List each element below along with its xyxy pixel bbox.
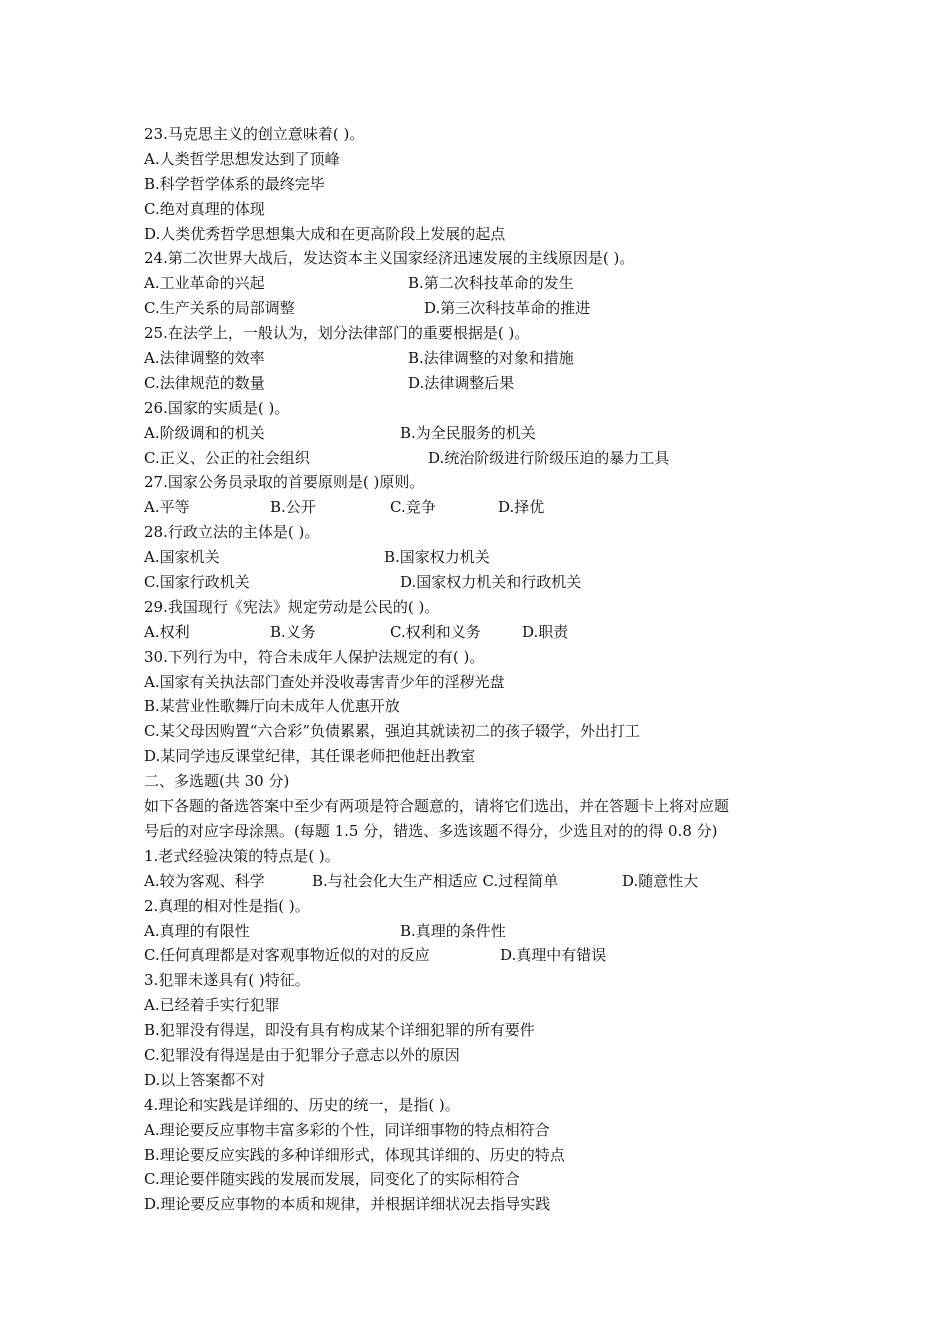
text-line [144, 495, 824, 520]
text-line [144, 371, 824, 396]
text-line [144, 1018, 824, 1043]
line-text: A.国家有关执法部门查处并没收毒害青少年的淫秽光盘 [144, 672, 505, 691]
option-text: A.工业革命的兴起 [144, 274, 265, 293]
option-text: C.竞争 [390, 498, 436, 517]
text-line [144, 645, 824, 670]
line-text: 如下各题的备选答案中至少有两项是符合题意的，请将它们选出，并在答题卡上将对应题 [144, 797, 730, 816]
option-text: C.正义、公正的社会组织 [144, 448, 310, 467]
text-line [144, 869, 824, 894]
line-text: 23.马克思主义的创立意味着( )。 [144, 125, 365, 143]
option-text: D.法律调整后果 [408, 373, 515, 392]
line-text: 3.犯罪未遂具有( )特征。 [144, 971, 310, 990]
line-text: A.人类哲学思想发达到了顶峰 [144, 149, 340, 168]
option-text: B.第二次科技革命的发生 [408, 274, 574, 293]
line-text: C.绝对真理的体现 [144, 199, 265, 218]
text-line [144, 271, 824, 296]
option-text: B.法律调整的对象和措施 [408, 349, 574, 368]
line-text: 2.真理的相对性是指( )。 [144, 896, 310, 915]
text-line [144, 246, 824, 271]
option-text: D.统治阶级进行阶级压迫的暴力工具 [428, 448, 670, 467]
text-line [144, 197, 824, 222]
line-text: 27.国家公务员录取的首要原则是( )原则。 [144, 473, 425, 492]
option-text: B.与社会化大生产相适应 C.过程简单 [312, 871, 559, 890]
text-line [144, 147, 824, 172]
text-line [144, 894, 824, 919]
option-text: B.国家权力机关 [384, 548, 490, 567]
line-text: D.某同学违反课堂纪律，其任课老师把他赶出教室 [144, 747, 476, 766]
text-line [144, 968, 824, 993]
line-text: 26.国家的实质是( )。 [144, 398, 290, 417]
text-line [144, 769, 824, 794]
option-text: A.真理的有限性 [144, 921, 250, 940]
line-text: C.理论要伴随实践的发展而发展，同变化了的实际相符合 [144, 1170, 520, 1189]
option-text: B.真理的条件性 [400, 921, 506, 940]
text-line [144, 321, 824, 346]
text-line [144, 719, 824, 744]
line-text: 号后的对应字母涂黑。(每题 1.5 分，错选、多选该题不得分，少选且对的的得 0.8 分) [144, 821, 718, 840]
text-line [144, 421, 824, 446]
exam-text [144, 122, 824, 1217]
option-text: D.国家权力机关和行政机关 [400, 573, 582, 592]
text-line [144, 1167, 824, 1192]
option-text: B.义务 [270, 622, 316, 641]
text-line [144, 595, 824, 620]
text-line [144, 346, 824, 371]
option-text: B.公开 [270, 498, 316, 517]
option-text: D.第三次科技革命的推进 [424, 299, 591, 318]
text-line [144, 570, 824, 595]
text-line [144, 943, 824, 968]
line-text: A.已经着手实行犯罪 [144, 996, 280, 1015]
text-line [144, 620, 824, 645]
line-text: 28.行政立法的主体是( )。 [144, 523, 320, 542]
option-text: A.权利 [144, 622, 190, 641]
text-line [144, 844, 824, 869]
text-line [144, 1143, 824, 1168]
line-text: 二、多选题(共 30 分) [144, 772, 290, 791]
text-line [144, 1043, 824, 1068]
text-line [144, 794, 824, 819]
line-text: 25.在法学上，一般认为，划分法律部门的重要根据是( )。 [144, 324, 530, 343]
option-text: D.择优 [498, 498, 545, 517]
text-line [144, 122, 824, 147]
option-text: A.平等 [144, 498, 190, 517]
text-line [144, 1192, 824, 1217]
text-line [144, 172, 824, 197]
option-text: B.为全民服务的机关 [400, 423, 536, 442]
option-text: D.职责 [522, 622, 569, 641]
option-text: A.较为客观、科学 [144, 871, 265, 890]
option-text: D.真理中有错误 [500, 946, 607, 965]
line-text: 29.我国现行《宪法》规定劳动是公民的( )。 [144, 597, 440, 616]
text-line [144, 670, 824, 695]
text-line [144, 520, 824, 545]
line-text: A.理论要反应事物丰富多彩的个性，同详细事物的特点相符合 [144, 1120, 550, 1139]
line-text: B.理论要反应实践的多种详细形式，体现其详细的、历史的特点 [144, 1145, 565, 1164]
option-text: C.法律规范的数量 [144, 373, 265, 392]
option-text: C.权利和义务 [390, 622, 481, 641]
text-line [144, 919, 824, 944]
option-text: D.随意性大 [622, 871, 699, 890]
line-text: 30.下列行为中，符合未成年人保护法规定的有( )。 [144, 647, 485, 666]
line-text: D.以上答案都不对 [144, 1070, 266, 1089]
option-text: C.生产关系的局部调整 [144, 299, 295, 318]
text-line [144, 819, 824, 844]
line-text: 4.理论和实践是详细的、历史的统一，是指( )。 [144, 1095, 460, 1114]
line-text: C.犯罪没有得逞是由于犯罪分子意志以外的原因 [144, 1045, 460, 1064]
line-text: 24.第二次世界大战后，发达资本主义国家经济迅速发展的主线原因是( )。 [144, 249, 635, 268]
text-line [144, 1118, 824, 1143]
text-line [144, 993, 824, 1018]
text-line [144, 296, 824, 321]
line-text: C.某父母因购置“六合彩”负债累累，强迫其就读初二的孩子辍学，外出打工 [144, 722, 641, 741]
text-line [144, 1068, 824, 1093]
text-line [144, 545, 824, 570]
option-text: A.阶级调和的机关 [144, 423, 265, 442]
text-line [144, 222, 824, 247]
line-text: B.犯罪没有得逞，即没有具有构成某个详细犯罪的所有要件 [144, 1021, 535, 1040]
text-line [144, 1093, 824, 1118]
line-text: D.人类优秀哲学思想集大成和在更高阶段上发展的起点 [144, 224, 506, 243]
text-line [144, 744, 824, 769]
text-line [144, 446, 824, 471]
option-text: C.任何真理都是对客观事物近似的对的反应 [144, 946, 430, 965]
text-line [144, 470, 824, 495]
text-line [144, 396, 824, 421]
line-text: 1.老式经验决策的特点是( )。 [144, 846, 340, 865]
option-text: C.国家行政机关 [144, 573, 250, 592]
option-text: A.法律调整的效率 [144, 349, 265, 368]
text-line [144, 694, 824, 719]
option-text: A.国家机关 [144, 548, 220, 567]
line-text: D.理论要反应事物的本质和规律，并根据详细状况去指导实践 [144, 1195, 551, 1214]
line-text: B.某营业性歌舞厅向未成年人优惠开放 [144, 697, 400, 716]
line-text: B.科学哲学体系的最终完毕 [144, 174, 325, 193]
